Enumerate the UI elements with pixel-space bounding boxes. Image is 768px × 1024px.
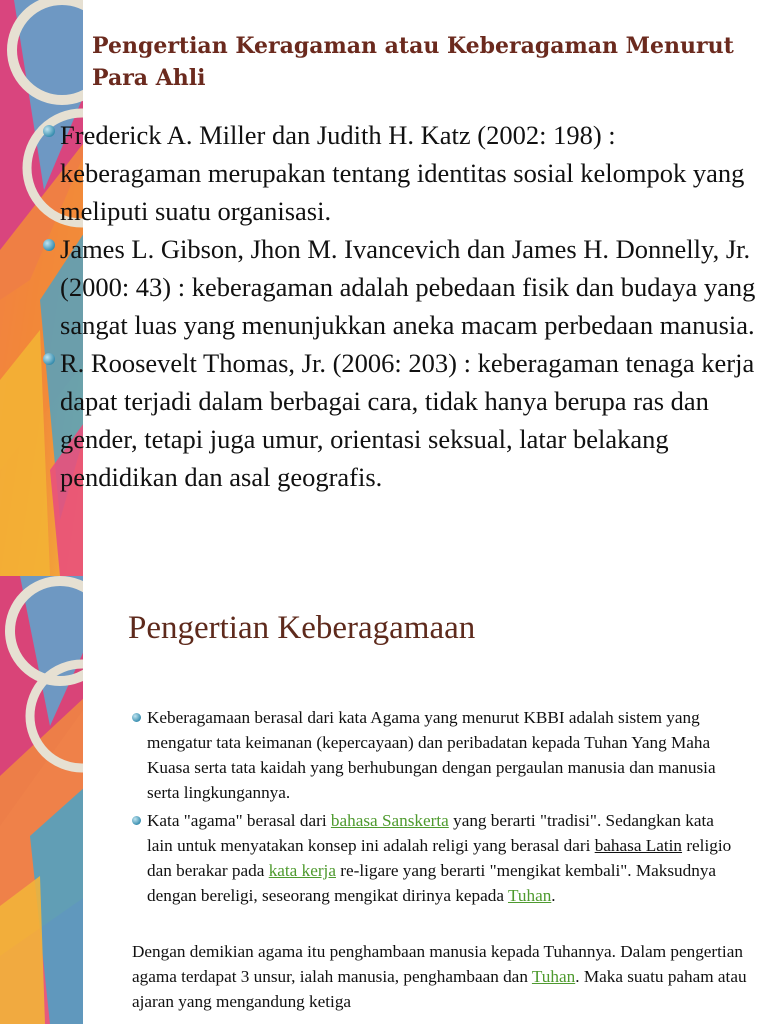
bullet-icon [43,353,55,365]
bullet-icon [43,239,55,251]
slide-title: Pengertian Keragaman atau Keberagaman Menurut Para Ahli [92,33,734,91]
list-item [40,116,760,230]
link-tuhan[interactable]: Tuhan [531,967,576,986]
text-segment: . Maka suatu paham atau ajaran yang mengandung ketiga [132,967,747,1011]
list-item [132,705,742,805]
list-item-text [147,811,731,905]
bullet-list [132,705,742,911]
slide-2 [0,576,768,1024]
text-segment: . [551,886,556,905]
text-segment: Kata "agama" berasal dari [147,811,331,830]
bullet-list [40,116,760,496]
link-bahasa-latin[interactable]: bahasa Latin [594,836,683,855]
text-segment: religio dan berakar pada [147,836,732,880]
bullet-icon [43,125,55,137]
list-item [40,344,760,496]
paragraph [132,939,752,1014]
list-item-text: R. Roosevelt Thomas, Jr. (2006: 203) : keberagaman tenaga kerja dapat terjadi dalam berbagai cara, tidak hanya berupa ras dan gender, tetapi juga umur, orientasi seksual, latar belakang pendidikan dan asal geografis. [60,348,755,492]
list-item [40,230,760,344]
bullet-icon [132,816,141,825]
decorative-sidebar [0,576,86,1024]
bullet-icon [132,713,141,722]
list-item [132,808,742,908]
link-kata-kerja[interactable]: kata kerja [268,861,336,880]
list-item-text: James L. Gibson, Jhon M. Ivancevich dan James H. Donnelly, Jr. (2000: 43) : keberagaman adalah pebedaan fisik dan budaya yang sangat luas yang menunjukkan aneka macam perbedaan manusia. [60,234,756,340]
link-tuhan[interactable]: Tuhan [507,886,552,905]
list-item-text: Keberagamaan berasal dari kata Agama yang menurut KBBI adalah sistem yang mengatur tata keimanan (kepercayaan) dan peribadatan kepada Tuhan Yang Maha Kuasa serta tata kaidah yang berhubungan dengan pergaulan manusia dan manusia serta lingkungannya. [147,708,716,802]
text-segment: re-ligare yang berarti "mengikat kembali". Maksudnya dengan bereligi, seseorang mengikat dirinya kepada [147,861,717,905]
text-segment: Dengan demikian agama itu penghambaan manusia kepada Tuhannya. Dalam pengertian agama terdapat 3 unsur, ialah manusia, penghambaan dan [132,942,743,986]
list-item-text: Frederick A. Miller dan Judith H. Katz (2002: 198) : keberagaman merupakan tentang identitas sosial kelompok yang meliputi suatu organisasi. [60,120,745,226]
text-segment: yang berarti "tradisi". Sedangkan kata lain untuk menyatakan konsep ini adalah religi yang berasal dari [147,811,714,855]
slide-title: Pengertian Keberagamaan [128,610,476,646]
link-bahasa-sanskerta[interactable]: bahasa Sanskerta [330,811,449,830]
